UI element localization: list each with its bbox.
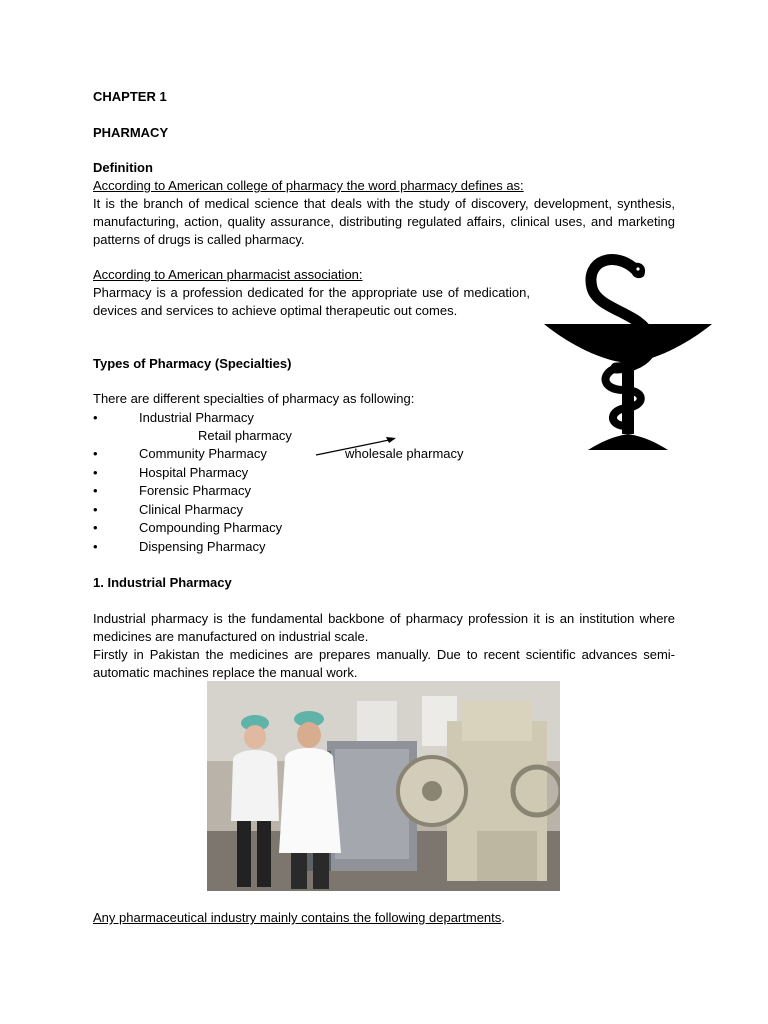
page-title: PHARMACY — [93, 125, 169, 140]
arrow-icon — [314, 434, 400, 458]
types-heading: Types of Pharmacy (Specialties) — [93, 356, 292, 371]
list-item-clinical: Clinical Pharmacy — [139, 502, 244, 517]
industrial-heading: 1. Industrial Pharmacy — [93, 575, 232, 590]
industrial-paragraph-2: Firstly in Pakistan the medicines are prepares manually. Due to recent scientific advances semi-automatic machines replace the manual work. — [93, 647, 675, 680]
departments-intro-text: Any pharmaceutical industry mainly contains the following departments — [93, 910, 502, 925]
list-item-dispensing: Dispensing Pharmacy — [139, 539, 266, 554]
bullet-icon: • — [93, 502, 98, 517]
bullet-icon: • — [93, 446, 98, 461]
list-item-hospital: Hospital Pharmacy — [139, 465, 249, 480]
list-item-compounding: Compounding Pharmacy — [139, 520, 283, 535]
acp-definition-text: It is the branch of medical science that deals with the study of discovery, development, synthesis, manufacturing, action, quality assurance, distributing regulated affairs, clinical uses, and marketing patterns of drugs is called pharmacy. — [93, 196, 675, 247]
bullet-icon: • — [93, 539, 98, 554]
apa-intro: According to American pharmacist association: — [93, 267, 363, 282]
types-intro: There are different specialties of pharmacy as following: — [93, 391, 415, 406]
acp-intro: According to American college of pharmacy the word pharmacy defines as: — [93, 178, 524, 193]
departments-intro-period: . — [501, 910, 505, 925]
departments-intro — [93, 909, 505, 927]
list-item-industrial: Industrial Pharmacy — [139, 410, 254, 425]
list-item-community: Community Pharmacy — [139, 446, 267, 461]
tablet-press-photo — [207, 681, 560, 891]
retail-pharmacy-label: Retail pharmacy — [198, 428, 292, 443]
bullet-icon: • — [93, 520, 98, 535]
list-item-forensic: Forensic Pharmacy — [139, 483, 251, 498]
bowl-of-hygieia-icon — [540, 250, 716, 456]
apa-definition-text: Pharmacy is a profession dedicated for the appropriate use of medication, devices and services to achieve optimal therapeutic out comes. — [93, 285, 530, 318]
wholesale-pharmacy-label: wholesale pharmacy — [345, 446, 464, 461]
bullet-icon: • — [93, 410, 98, 425]
industrial-paragraph-1: Industrial pharmacy is the fundamental backbone of pharmacy profession it is an institution where medicines are manufactured on industrial scale. — [93, 611, 675, 644]
bullet-icon: • — [93, 465, 98, 480]
definition-heading: Definition — [93, 160, 153, 175]
bullet-icon: • — [93, 483, 98, 498]
chapter-label: CHAPTER 1 — [93, 89, 167, 104]
